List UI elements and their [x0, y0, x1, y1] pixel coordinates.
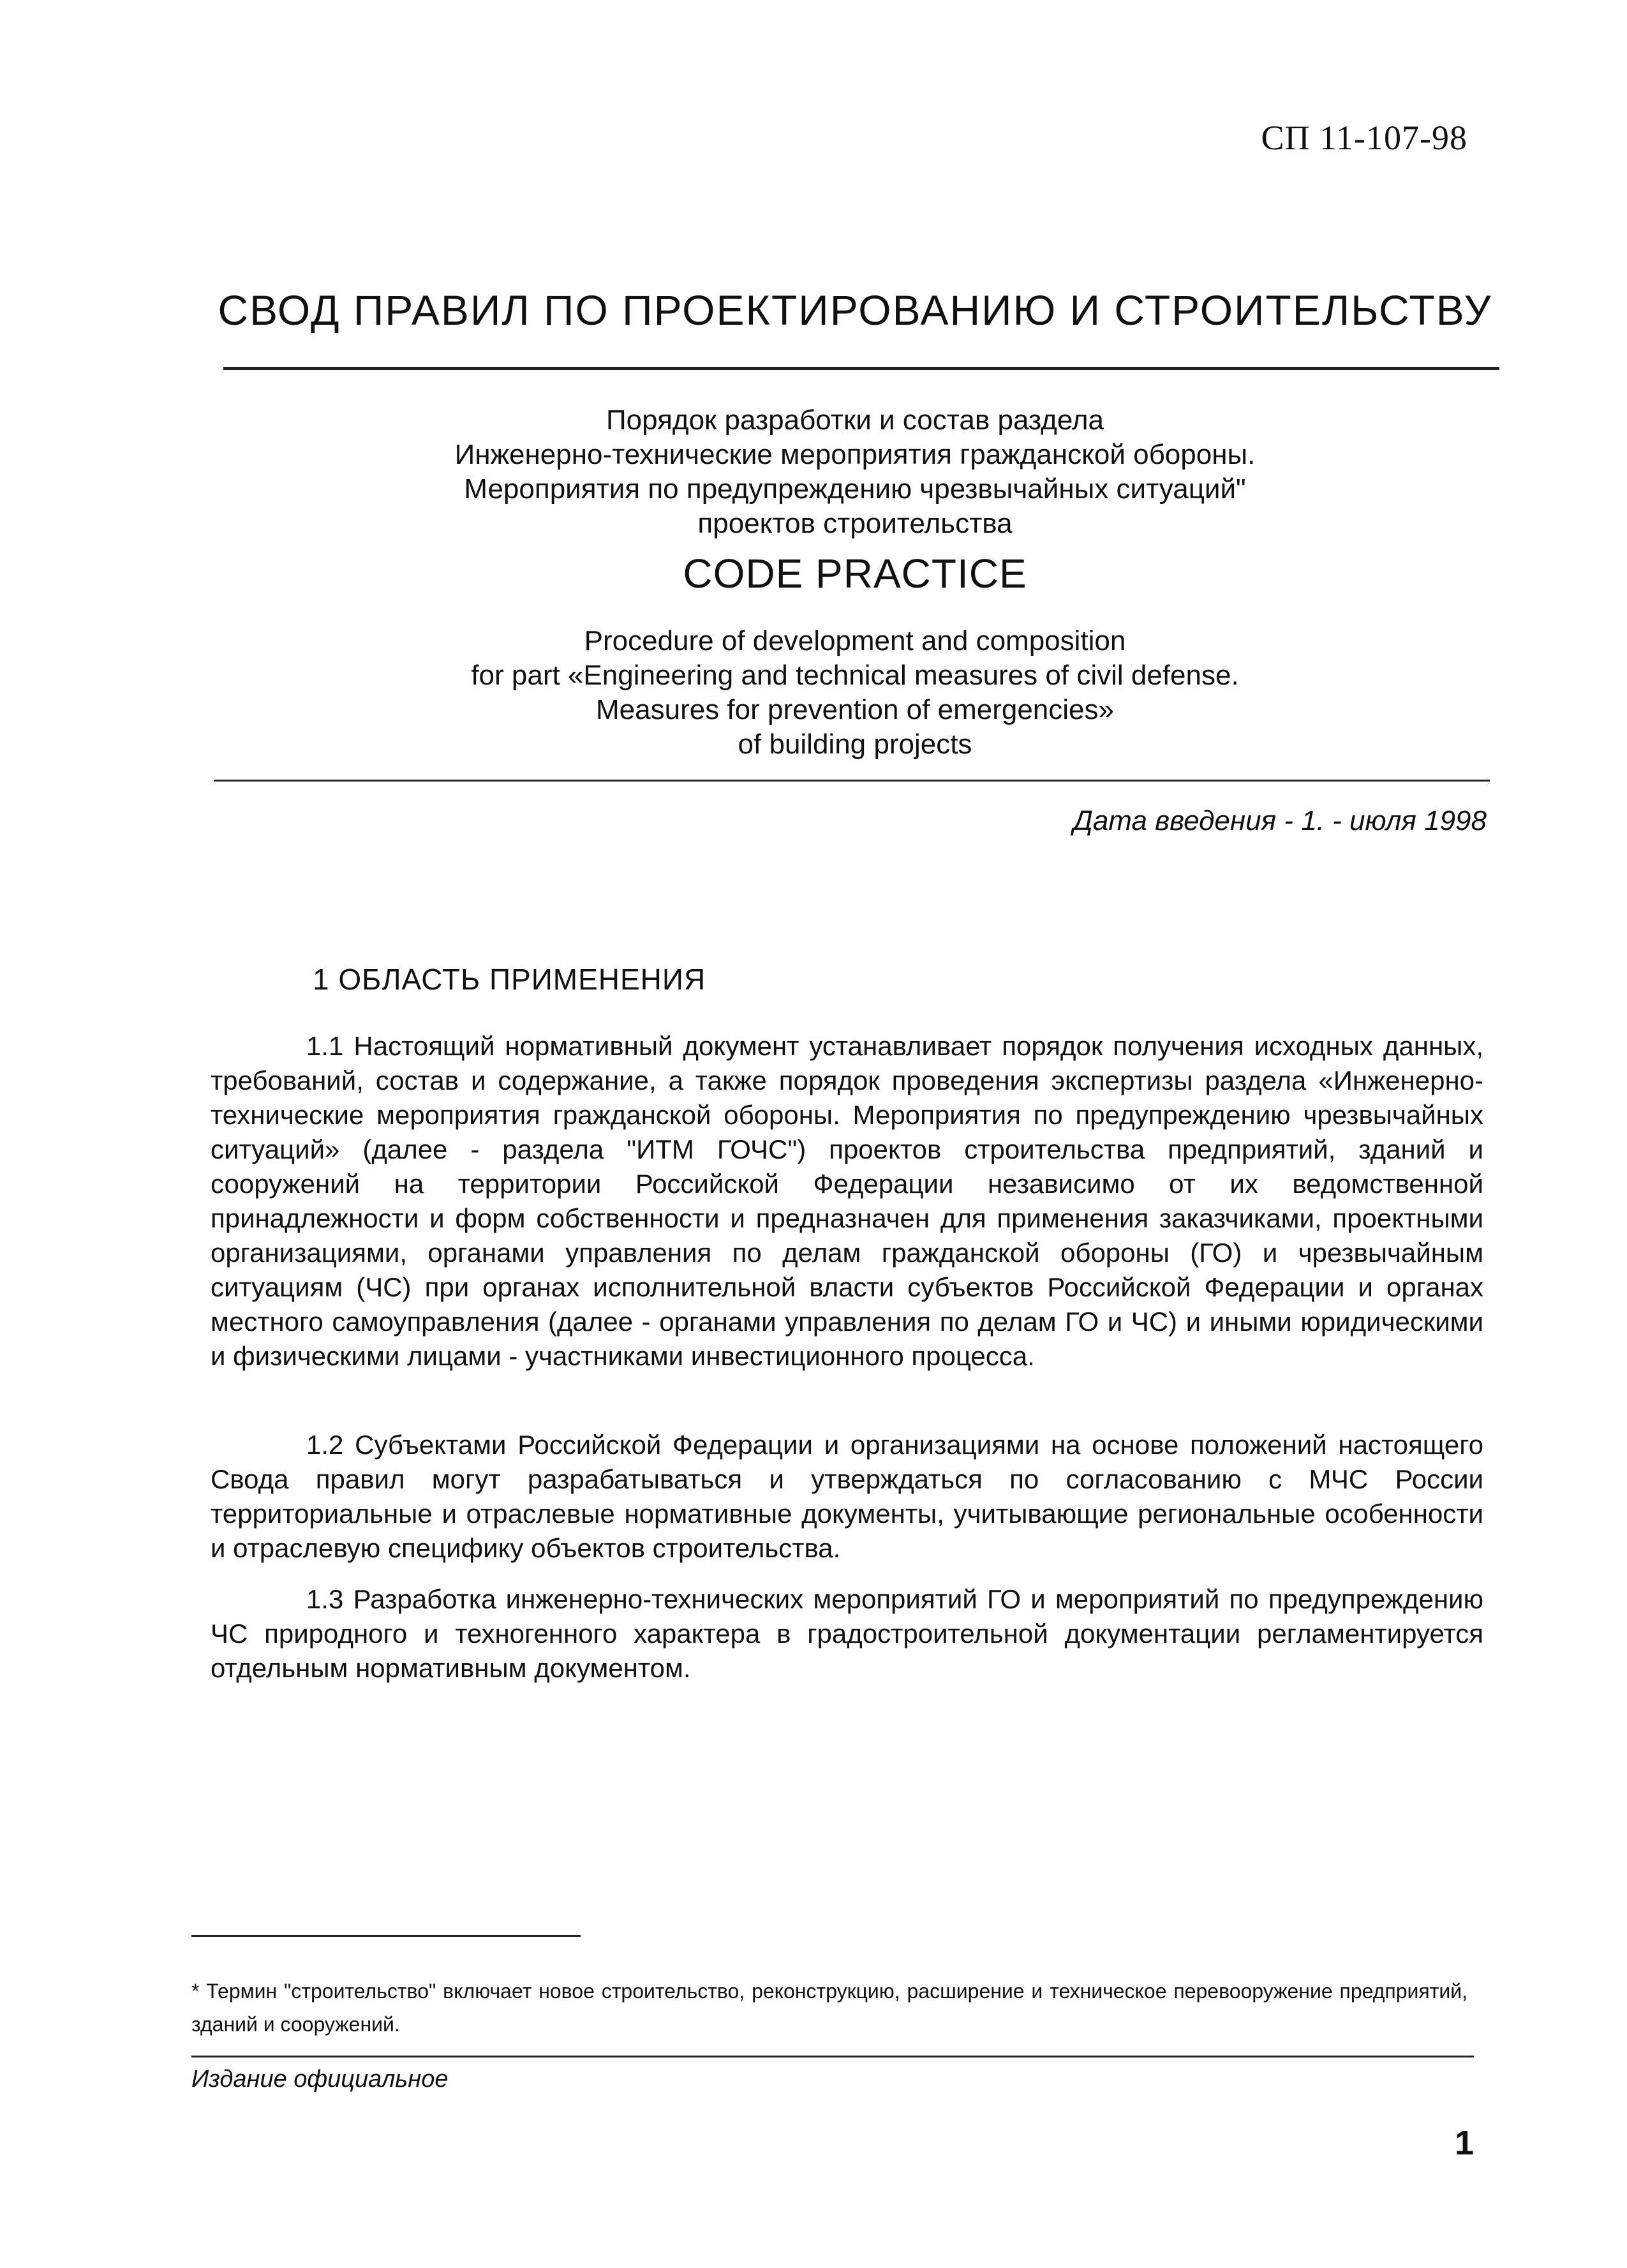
code-practice-title: CODE PRACTICE [683, 551, 1027, 597]
english-subtitle-line: Measures for prevention of emergencies» [596, 694, 1114, 725]
document-code: СП 11-107-98 [1261, 119, 1467, 157]
edition-label: Издание официальное [191, 2066, 449, 2093]
footnote: * Термин "строительство" включает новое строительство, реконструкцию, расширение и техническое перевооружение предприятий, зданий и сооружений. [191, 1980, 1467, 2036]
paragraph-1-2: 1.2 Субъектами Российской Федерации и организациями на основе положений настоящего Свода правил могут разрабатываться и утверждаться по согласованию с МЧС России территориальные и отраслевые нормативные документы, учитывающие региональные особенности и отраслевую специфику объектов строительства. [211, 1430, 1483, 1563]
title-divider [223, 367, 1499, 370]
english-subtitle-line: of building projects [738, 729, 972, 760]
russian-subtitle-line: проектов строительства [697, 508, 1013, 539]
russian-subtitle-line: Инженерно-технические мероприятия гражданской обороны. [454, 439, 1256, 470]
page-number: 1 [1454, 2124, 1474, 2162]
header-divider [214, 780, 1490, 782]
english-subtitle-line: for part «Engineering and technical measures of civil defense. [471, 660, 1239, 691]
russian-subtitle [191, 403, 1519, 541]
introduction-date: Дата введения - 1. - июля 1998 [1073, 805, 1487, 836]
paragraph-1-1: 1.1 Настоящий нормативный документ устанавливает порядок получения исходных данных, требований, состав и содержание, а также порядок проведения экспертизы раздела «Инженерно-технические мероприятия гражданской обороны. Мероприятия по предупреждению чрезвычайных ситуаций» (далее - раздела "ИТМ ГОЧС") проектов строительства предприятий, зданий и сооружений на территории Российской Федерации независимо от их ведомственной принадлежности и форм собственности и предназначен для применения заказчиками, проектными организациями, органами управления по делам гражданской обороны (ГО) и чрезвычайным ситуациям (ЧС) при органах исполнительной власти субъектов Российской Федерации и органах местного самоуправления (далее - органами управления по делам ГО и ЧС) и иными юридическими и физическими лицами - участниками инвестиционного процесса. [211, 1031, 1483, 1371]
section-heading: 1 ОБЛАСТЬ ПРИМЕНЕНИЯ [313, 963, 706, 996]
main-title: СВОД ПРАВИЛ ПО ПРОЕКТИРОВАНИЮ И СТРОИТЕЛЬСТВУ [218, 286, 1492, 334]
paragraph-1-3: 1.3 Разработка инженерно-технических мероприятий ГО и мероприятий по предупреждению ЧС природного и техногенного характера в градостроительной документации регламентируется отдельным нормативным документом. [211, 1584, 1483, 1683]
footer-divider [191, 2056, 1474, 2057]
english-subtitle [191, 624, 1519, 762]
russian-subtitle-line: Порядок разработки и состав раздела [606, 404, 1104, 436]
russian-subtitle-line: Мероприятия по предупреждению чрезвычайных ситуаций" [464, 473, 1246, 505]
english-subtitle-line: Procedure of development and composition [584, 625, 1126, 656]
footnote-divider [191, 1935, 581, 1937]
